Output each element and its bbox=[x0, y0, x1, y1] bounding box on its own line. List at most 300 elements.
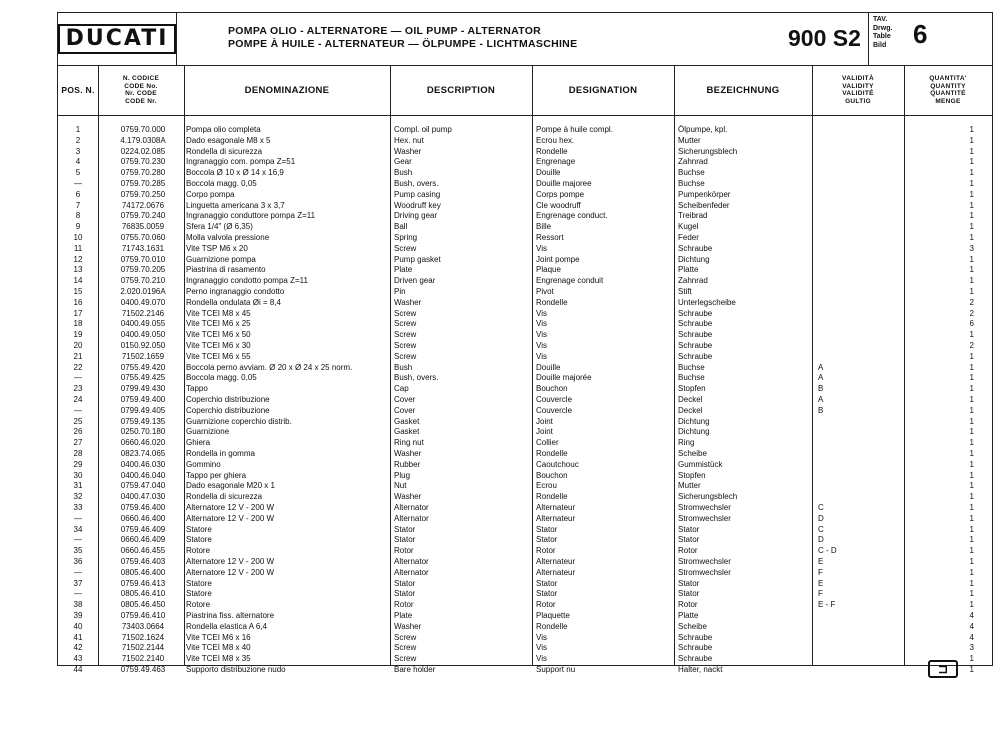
designation-cell: Rondelle bbox=[536, 297, 568, 307]
description-cell: Stator bbox=[394, 578, 416, 588]
denominazione-cell: Boccola Ø 10 x Ø 14 x 16,9 bbox=[186, 168, 284, 178]
quantity-cell: 1 bbox=[969, 427, 974, 437]
denominazione-cell: Vite TSP M6 x 20 bbox=[186, 243, 248, 253]
table-row bbox=[58, 384, 992, 395]
description-cell: Washer bbox=[394, 297, 422, 307]
pos-cell: 31 bbox=[73, 481, 83, 491]
pos-cell: 43 bbox=[73, 654, 83, 664]
pos-cell: 13 bbox=[73, 265, 83, 275]
pos-cell: 35 bbox=[73, 546, 83, 556]
denominazione-cell: Vite TCEI M6 x 16 bbox=[186, 632, 251, 642]
denominazione-cell: Perno ingranaggio condotto bbox=[186, 287, 285, 296]
pos-cell: 41 bbox=[73, 632, 83, 642]
validity-cell: B bbox=[818, 405, 824, 415]
description-cell: Alternator bbox=[394, 567, 429, 577]
description-cell: Cover bbox=[394, 405, 416, 415]
quantity-cell: 4 bbox=[969, 621, 974, 631]
table-row bbox=[58, 481, 992, 492]
description-cell: Gasket bbox=[394, 416, 420, 426]
code-cell: 71502.1624 bbox=[121, 632, 165, 642]
quantity-cell: 3 bbox=[969, 643, 974, 653]
validity-cell: C - D bbox=[818, 546, 837, 556]
quantity-cell: 1 bbox=[969, 481, 974, 491]
col-validita bbox=[812, 65, 904, 115]
denominazione-cell: Rondella in gomma bbox=[186, 449, 255, 458]
quantity-cell: 1 bbox=[969, 233, 974, 242]
pos-cell: 39 bbox=[73, 611, 83, 620]
pos-cell: 24 bbox=[73, 395, 83, 404]
validity-cell: A bbox=[818, 395, 824, 404]
code-cell: 0224.02.085 bbox=[120, 146, 166, 156]
code-cell: 0755.49.425 bbox=[120, 373, 166, 383]
quantity-cell: 2 bbox=[969, 308, 974, 318]
quantity-cell: 1 bbox=[969, 179, 974, 188]
table-row bbox=[58, 265, 992, 276]
bezeichnung-cell: Zahnrad bbox=[678, 157, 708, 167]
bezeichnung-cell: Buchse bbox=[678, 179, 705, 188]
quantity-cell: 1 bbox=[969, 146, 974, 156]
pos-cell: 17 bbox=[73, 308, 83, 318]
denominazione-cell: Vite TCEI M6 x 30 bbox=[186, 341, 251, 350]
quantity-cell: 1 bbox=[969, 222, 974, 232]
quantity-cell: 1 bbox=[969, 503, 974, 512]
denominazione-cell: Dado esagonale M8 x 5 bbox=[186, 135, 271, 145]
quantity-cell: 1 bbox=[969, 276, 974, 286]
quantity-cell: 3 bbox=[969, 243, 974, 253]
table-row bbox=[58, 633, 992, 644]
pos-cell: — bbox=[74, 405, 82, 415]
description-cell: Screw bbox=[394, 654, 417, 664]
quantity-cell: 1 bbox=[969, 524, 974, 534]
table-row bbox=[58, 503, 992, 514]
quantity-cell: 1 bbox=[969, 405, 974, 415]
code-cell: 0759.46.409 bbox=[120, 524, 166, 534]
designation-cell: Vis bbox=[536, 351, 547, 361]
denominazione-cell: Statore bbox=[186, 535, 212, 545]
code-cell: 71502.1659 bbox=[121, 351, 165, 361]
bezeichnung-cell: Rotor bbox=[678, 600, 698, 610]
description-cell: Spring bbox=[394, 233, 418, 242]
designation-cell: Vis bbox=[536, 243, 547, 253]
table-row bbox=[58, 255, 992, 266]
description-cell: Driving gear bbox=[394, 211, 438, 221]
designation-cell: Rondelle bbox=[536, 492, 568, 502]
title-line-1: POMPA OLIO - ALTERNATORE — OIL PUMP - ALTERNATOR bbox=[228, 25, 542, 37]
bezeichnung-cell: Schraube bbox=[678, 654, 713, 664]
code-cell: 0759.49.400 bbox=[120, 395, 166, 404]
designation-cell: Ressort bbox=[536, 233, 564, 242]
description-cell: Pump gasket bbox=[394, 254, 441, 264]
denominazione-cell: Alternatore 12 V - 200 W bbox=[186, 503, 275, 512]
bezeichnung-cell: Schraube bbox=[678, 643, 713, 653]
table-row bbox=[58, 535, 992, 546]
pos-cell: — bbox=[74, 567, 82, 577]
denominazione-cell: Ingranaggio condotto pompa Z=11 bbox=[186, 276, 308, 286]
table-row bbox=[58, 190, 992, 201]
bezeichnung-cell: Stromwechsler bbox=[678, 513, 731, 523]
description-cell: Stator bbox=[394, 589, 416, 599]
designation-cell: Rondelle bbox=[536, 621, 568, 631]
quantity-cell: 1 bbox=[969, 513, 974, 523]
denominazione-cell: Gommino bbox=[186, 459, 221, 469]
code-cell: 71502.2144 bbox=[121, 643, 165, 653]
bezeichnung-cell: Schraube bbox=[678, 632, 713, 642]
table-number: 6 bbox=[913, 19, 928, 49]
designation-cell: Plaquette bbox=[536, 611, 570, 620]
table-row bbox=[58, 417, 992, 428]
code-cell: 0759.70.210 bbox=[120, 276, 166, 286]
code-cell: 0805.46.410 bbox=[120, 589, 166, 599]
bezeichnung-cell: Sicherungsblech bbox=[678, 146, 738, 156]
description-cell: Woodruff key bbox=[394, 200, 441, 210]
quantity-cell: 1 bbox=[969, 157, 974, 167]
table-row bbox=[58, 557, 992, 568]
pos-cell: 23 bbox=[73, 384, 83, 394]
denominazione-cell: Rotore bbox=[186, 600, 211, 610]
description-cell: Alternator bbox=[394, 513, 429, 523]
quantity-cell: 1 bbox=[969, 600, 974, 610]
table-row bbox=[58, 395, 992, 406]
designation-cell: Stator bbox=[536, 589, 558, 599]
col-code-en: CODE No. bbox=[124, 82, 158, 90]
bezeichnung-cell: Zahnrad bbox=[678, 276, 708, 286]
denominazione-cell: Supporto distribuzione nudo bbox=[186, 665, 286, 674]
description-cell: Hex. nut bbox=[394, 135, 424, 145]
quantity-cell: 1 bbox=[969, 654, 974, 664]
table-row bbox=[58, 244, 992, 255]
code-cell: 0759.49.135 bbox=[120, 416, 166, 426]
designation-cell: Corps pompe bbox=[536, 189, 585, 199]
table-row bbox=[58, 136, 992, 147]
denominazione-cell: Guarnizione pompa bbox=[186, 254, 256, 264]
designation-cell: Stator bbox=[536, 578, 558, 588]
col-code bbox=[98, 65, 184, 115]
quantity-cell: 1 bbox=[969, 395, 974, 404]
code-cell: 0759.70.240 bbox=[120, 211, 166, 221]
description-cell: Screw bbox=[394, 330, 417, 340]
designation-cell: Alternateur bbox=[536, 557, 576, 566]
designation-cell: Vis bbox=[536, 308, 547, 318]
quantity-cell: 1 bbox=[969, 589, 974, 599]
table-row bbox=[58, 665, 992, 676]
code-cell: 0823.74.065 bbox=[120, 449, 166, 458]
code-cell: 4.179.0308A bbox=[120, 135, 166, 145]
pos-cell: 30 bbox=[73, 470, 83, 480]
quantity-cell: 1 bbox=[969, 254, 974, 264]
pos-cell: 14 bbox=[73, 276, 83, 286]
designation-cell: Douille bbox=[536, 168, 561, 178]
table-row bbox=[58, 276, 992, 287]
code-cell: 0755.70.060 bbox=[120, 233, 166, 242]
code-cell: 0400.46.030 bbox=[120, 459, 166, 469]
pos-cell: 9 bbox=[75, 222, 81, 232]
bezeichnung-cell: Platte bbox=[678, 265, 699, 275]
code-cell: 0400.49.055 bbox=[120, 319, 166, 329]
validity-cell: A bbox=[818, 373, 824, 383]
description-cell: Screw bbox=[394, 243, 417, 253]
table-row bbox=[58, 363, 992, 374]
pos-cell: 29 bbox=[73, 459, 83, 469]
denominazione-cell: Piastrina di rasamento bbox=[186, 265, 266, 275]
denominazione-cell: Molla valvola pressione bbox=[186, 233, 270, 242]
bezeichnung-cell: Stopfen bbox=[678, 470, 706, 480]
table-row bbox=[58, 492, 992, 503]
denominazione-cell: Vite TCEI M6 x 55 bbox=[186, 351, 251, 361]
description-cell: Cover bbox=[394, 395, 416, 404]
quantity-cell: 1 bbox=[969, 135, 974, 145]
col-validita-fr: VALIDITÉ bbox=[842, 90, 874, 97]
pos-cell: 33 bbox=[73, 503, 83, 512]
description-cell: Bush, overs. bbox=[394, 179, 439, 188]
pos-cell: 12 bbox=[73, 254, 83, 264]
table-row bbox=[58, 125, 992, 136]
bezeichnung-cell: Treibrad bbox=[678, 211, 708, 221]
bezeichnung-cell: Dichtung bbox=[678, 254, 710, 264]
bezeichnung-cell: Dichtung bbox=[678, 427, 710, 437]
denominazione-cell: Alternatore 12 V - 200 W bbox=[186, 567, 275, 577]
pos-cell: 20 bbox=[73, 341, 83, 350]
denominazione-cell: Rondella di sicurezza bbox=[186, 146, 263, 156]
bezeichnung-cell: Stator bbox=[678, 589, 700, 599]
col-quantita-de: MENGE bbox=[935, 97, 961, 105]
quantity-cell: 1 bbox=[969, 546, 974, 556]
bezeichnung-cell: Stromwechsler bbox=[678, 567, 731, 577]
description-cell: Plate bbox=[394, 611, 413, 620]
denominazione-cell: Boccola magg. 0,05 bbox=[186, 373, 257, 383]
quantity-cell: 1 bbox=[969, 351, 974, 361]
code-cell: 0759.70.285 bbox=[120, 179, 166, 188]
table-number-box bbox=[868, 13, 994, 65]
denominazione-cell: Guarnizione bbox=[186, 427, 230, 437]
code-cell: 0759.46.400 bbox=[120, 503, 166, 512]
designation-cell: Douille majoree bbox=[536, 179, 592, 188]
pos-cell: 3 bbox=[75, 146, 81, 156]
code-cell: 0759.47.040 bbox=[120, 481, 166, 491]
table-row bbox=[58, 287, 992, 298]
designation-cell: Joint bbox=[536, 416, 553, 426]
sheet-header bbox=[58, 13, 992, 66]
validity-cell: F bbox=[818, 589, 823, 599]
pos-cell: 8 bbox=[75, 211, 81, 221]
description-cell: Washer bbox=[394, 621, 422, 631]
denominazione-cell: Alternatore 12 V - 200 W bbox=[186, 557, 275, 566]
quantity-cell: 1 bbox=[969, 567, 974, 577]
designation-cell: Joint bbox=[536, 427, 553, 437]
table-row bbox=[58, 298, 992, 309]
designation-cell: Pivot bbox=[536, 287, 554, 296]
designation-cell: Engrenage conduit bbox=[536, 276, 604, 286]
quantity-cell: 1 bbox=[969, 416, 974, 426]
description-cell: Alternator bbox=[394, 503, 429, 512]
drwg-label: Drwg. bbox=[873, 24, 893, 32]
model-name: 900 S2 bbox=[788, 25, 861, 51]
designation-cell: Vis bbox=[536, 341, 547, 350]
quantity-cell: 1 bbox=[969, 492, 974, 502]
bezeichnung-cell: Buchse bbox=[678, 168, 705, 178]
pos-cell: — bbox=[74, 535, 82, 545]
denominazione-cell: Dado esagonale M20 x 1 bbox=[186, 481, 275, 491]
validity-cell: C bbox=[818, 524, 824, 534]
denominazione-cell: Linguetta americana 3 x 3,7 bbox=[186, 200, 285, 210]
designation-cell: Stator bbox=[536, 535, 558, 545]
description-cell: Screw bbox=[394, 643, 417, 653]
denominazione-cell: Rondella di sicurezza bbox=[186, 492, 263, 502]
description-cell: Rubber bbox=[394, 459, 421, 469]
code-cell: 0660.46.400 bbox=[120, 513, 166, 523]
quantity-cell: 1 bbox=[969, 384, 974, 394]
denominazione-cell: Rondella elastica A 6,4 bbox=[186, 621, 267, 631]
quantity-cell: 1 bbox=[969, 211, 974, 221]
description-cell: Gasket bbox=[394, 427, 420, 437]
quantity-cell: 1 bbox=[969, 449, 974, 458]
col-bezeichnung: BEZEICHNUNG bbox=[706, 84, 780, 96]
designation-cell: Bouchon bbox=[536, 384, 568, 394]
code-cell: 0400.47.030 bbox=[120, 492, 166, 502]
description-cell: Plate bbox=[394, 265, 413, 275]
tav-label: TAV. bbox=[873, 16, 888, 23]
pos-cell: 7 bbox=[75, 200, 81, 210]
pos-cell: 36 bbox=[73, 557, 83, 566]
bezeichnung-cell: Pumpenkörper bbox=[678, 189, 731, 199]
designation-cell: Stator bbox=[536, 524, 558, 534]
pos-cell: 1 bbox=[75, 125, 81, 134]
col-quantita bbox=[904, 65, 992, 115]
table-label: Table bbox=[873, 33, 891, 40]
table-number-labels bbox=[873, 16, 892, 50]
table-row bbox=[58, 330, 992, 341]
designation-cell: Rondelle bbox=[536, 449, 568, 458]
designation-cell: Caoutchouc bbox=[536, 459, 579, 469]
bezeichnung-cell: Gummistück bbox=[678, 459, 723, 469]
col-description: DESCRIPTION bbox=[426, 84, 496, 96]
designation-cell: Douille majorée bbox=[536, 373, 592, 383]
code-cell: 0759.46.403 bbox=[120, 557, 166, 566]
table-row bbox=[58, 654, 992, 665]
table-row bbox=[58, 427, 992, 438]
pos-cell: 42 bbox=[73, 643, 83, 653]
table-row bbox=[58, 319, 992, 330]
description-cell: Stator bbox=[394, 535, 416, 545]
code-cell: 73403.0664 bbox=[121, 621, 165, 631]
bezeichnung-cell: Deckel bbox=[678, 405, 703, 415]
code-cell: 0759.70.000 bbox=[120, 125, 166, 134]
code-cell: 71502.2146 bbox=[121, 308, 165, 318]
denominazione-cell: Boccola magg. 0,05 bbox=[186, 179, 257, 188]
description-cell: Stator bbox=[394, 524, 416, 534]
quantity-cell: 1 bbox=[969, 535, 974, 545]
code-cell: 0400.49.070 bbox=[120, 297, 166, 307]
pos-cell: 10 bbox=[73, 233, 83, 242]
designation-cell: Rotor bbox=[536, 600, 556, 610]
parts-sheet bbox=[57, 12, 993, 674]
col-validita-de: GULTIG bbox=[845, 97, 871, 105]
code-cell: 0759.70.205 bbox=[120, 265, 166, 275]
code-cell: 0759.49.463 bbox=[120, 665, 166, 674]
designation-cell: Ecrou hex. bbox=[536, 135, 575, 145]
denominazione-cell: Vite TCEI M6 x 25 bbox=[186, 319, 251, 329]
designation-cell: Couvercle bbox=[536, 405, 573, 415]
pos-cell: 38 bbox=[73, 600, 83, 610]
validity-cell: F bbox=[818, 567, 823, 577]
ducati-logo: DUCATI bbox=[58, 24, 177, 54]
quantity-cell: 1 bbox=[969, 557, 974, 566]
bezeichnung-cell: Rotor bbox=[678, 546, 698, 556]
denominazione-cell: Boccola perno avviam. Ø 20 x Ø 24 x 25 norm. bbox=[186, 362, 353, 372]
pos-cell: 2 bbox=[75, 135, 81, 145]
table-row bbox=[58, 514, 992, 525]
table-row bbox=[58, 622, 992, 633]
description-cell: Plug bbox=[394, 470, 411, 480]
bild-label: Bild bbox=[873, 41, 887, 49]
col-code-fr: Nr. CODE bbox=[125, 90, 157, 97]
quantity-cell: 1 bbox=[969, 665, 974, 674]
table-row bbox=[58, 449, 992, 460]
table-row bbox=[58, 147, 992, 158]
code-cell: 0660.46.020 bbox=[120, 438, 166, 448]
description-cell: Ball bbox=[394, 222, 408, 232]
pos-cell: 25 bbox=[73, 416, 83, 426]
description-cell: Washer bbox=[394, 449, 422, 458]
pos-cell: 21 bbox=[73, 351, 83, 361]
table-row bbox=[58, 579, 992, 590]
col-designation: DESIGNATION bbox=[568, 84, 638, 96]
bezeichnung-cell: Schraube bbox=[678, 351, 713, 361]
table-row bbox=[58, 546, 992, 557]
description-cell: Rotor bbox=[394, 600, 414, 610]
pos-cell: 15 bbox=[73, 287, 83, 296]
col-validita-it: VALIDITÀ bbox=[842, 75, 874, 82]
bezeichnung-cell: Schraube bbox=[678, 243, 713, 253]
bezeichnung-cell: Stator bbox=[678, 578, 700, 588]
description-cell: Gear bbox=[394, 157, 412, 167]
quantity-cell: 1 bbox=[969, 125, 974, 134]
code-cell: 0759.46.413 bbox=[120, 578, 166, 588]
code-cell: 0805.46.400 bbox=[120, 567, 166, 577]
description-cell: Bush bbox=[394, 362, 413, 372]
denominazione-cell: Vite TCEI M8 x 40 bbox=[186, 643, 251, 653]
denominazione-cell: Tappo bbox=[186, 384, 208, 394]
quantity-cell: 1 bbox=[969, 578, 974, 588]
bezeichnung-cell: Mutter bbox=[678, 481, 701, 491]
col-quantita-it: QUANTITA' bbox=[929, 75, 967, 82]
bezeichnung-cell: Unterlegscheibe bbox=[678, 297, 736, 307]
code-cell: 0400.49.050 bbox=[120, 330, 166, 340]
table-row bbox=[58, 168, 992, 179]
table-row bbox=[58, 211, 992, 222]
bezeichnung-cell: Stift bbox=[678, 287, 692, 296]
designation-cell: Vis bbox=[536, 319, 547, 329]
col-validita-en: VALIDITY bbox=[842, 82, 874, 90]
bezeichnung-cell: Kugel bbox=[678, 222, 699, 232]
designation-cell: Bille bbox=[536, 222, 552, 232]
description-cell: Pump casing bbox=[394, 189, 441, 199]
description-cell: Bush, overs. bbox=[394, 373, 439, 383]
designation-cell: Alternateur bbox=[536, 567, 576, 577]
validity-cell: B bbox=[818, 384, 824, 394]
col-code-de: CODE Nr. bbox=[125, 97, 157, 105]
quantity-cell: 1 bbox=[969, 459, 974, 469]
description-cell: Screw bbox=[394, 341, 417, 350]
title-line-2: POMPE À HUILE - ALTERNATEUR — ÖLPUMPE - LICHTMASCHINE bbox=[228, 38, 578, 50]
table-row bbox=[58, 201, 992, 212]
designation-cell: Alternateur bbox=[536, 503, 576, 512]
bezeichnung-cell: Schraube bbox=[678, 341, 713, 350]
code-cell: 0805.46.450 bbox=[120, 600, 166, 610]
pos-cell: 11 bbox=[73, 243, 83, 253]
code-cell: 0759.70.010 bbox=[120, 254, 166, 264]
designation-cell: Couvercle bbox=[536, 395, 573, 404]
pos-cell: 18 bbox=[73, 319, 83, 329]
